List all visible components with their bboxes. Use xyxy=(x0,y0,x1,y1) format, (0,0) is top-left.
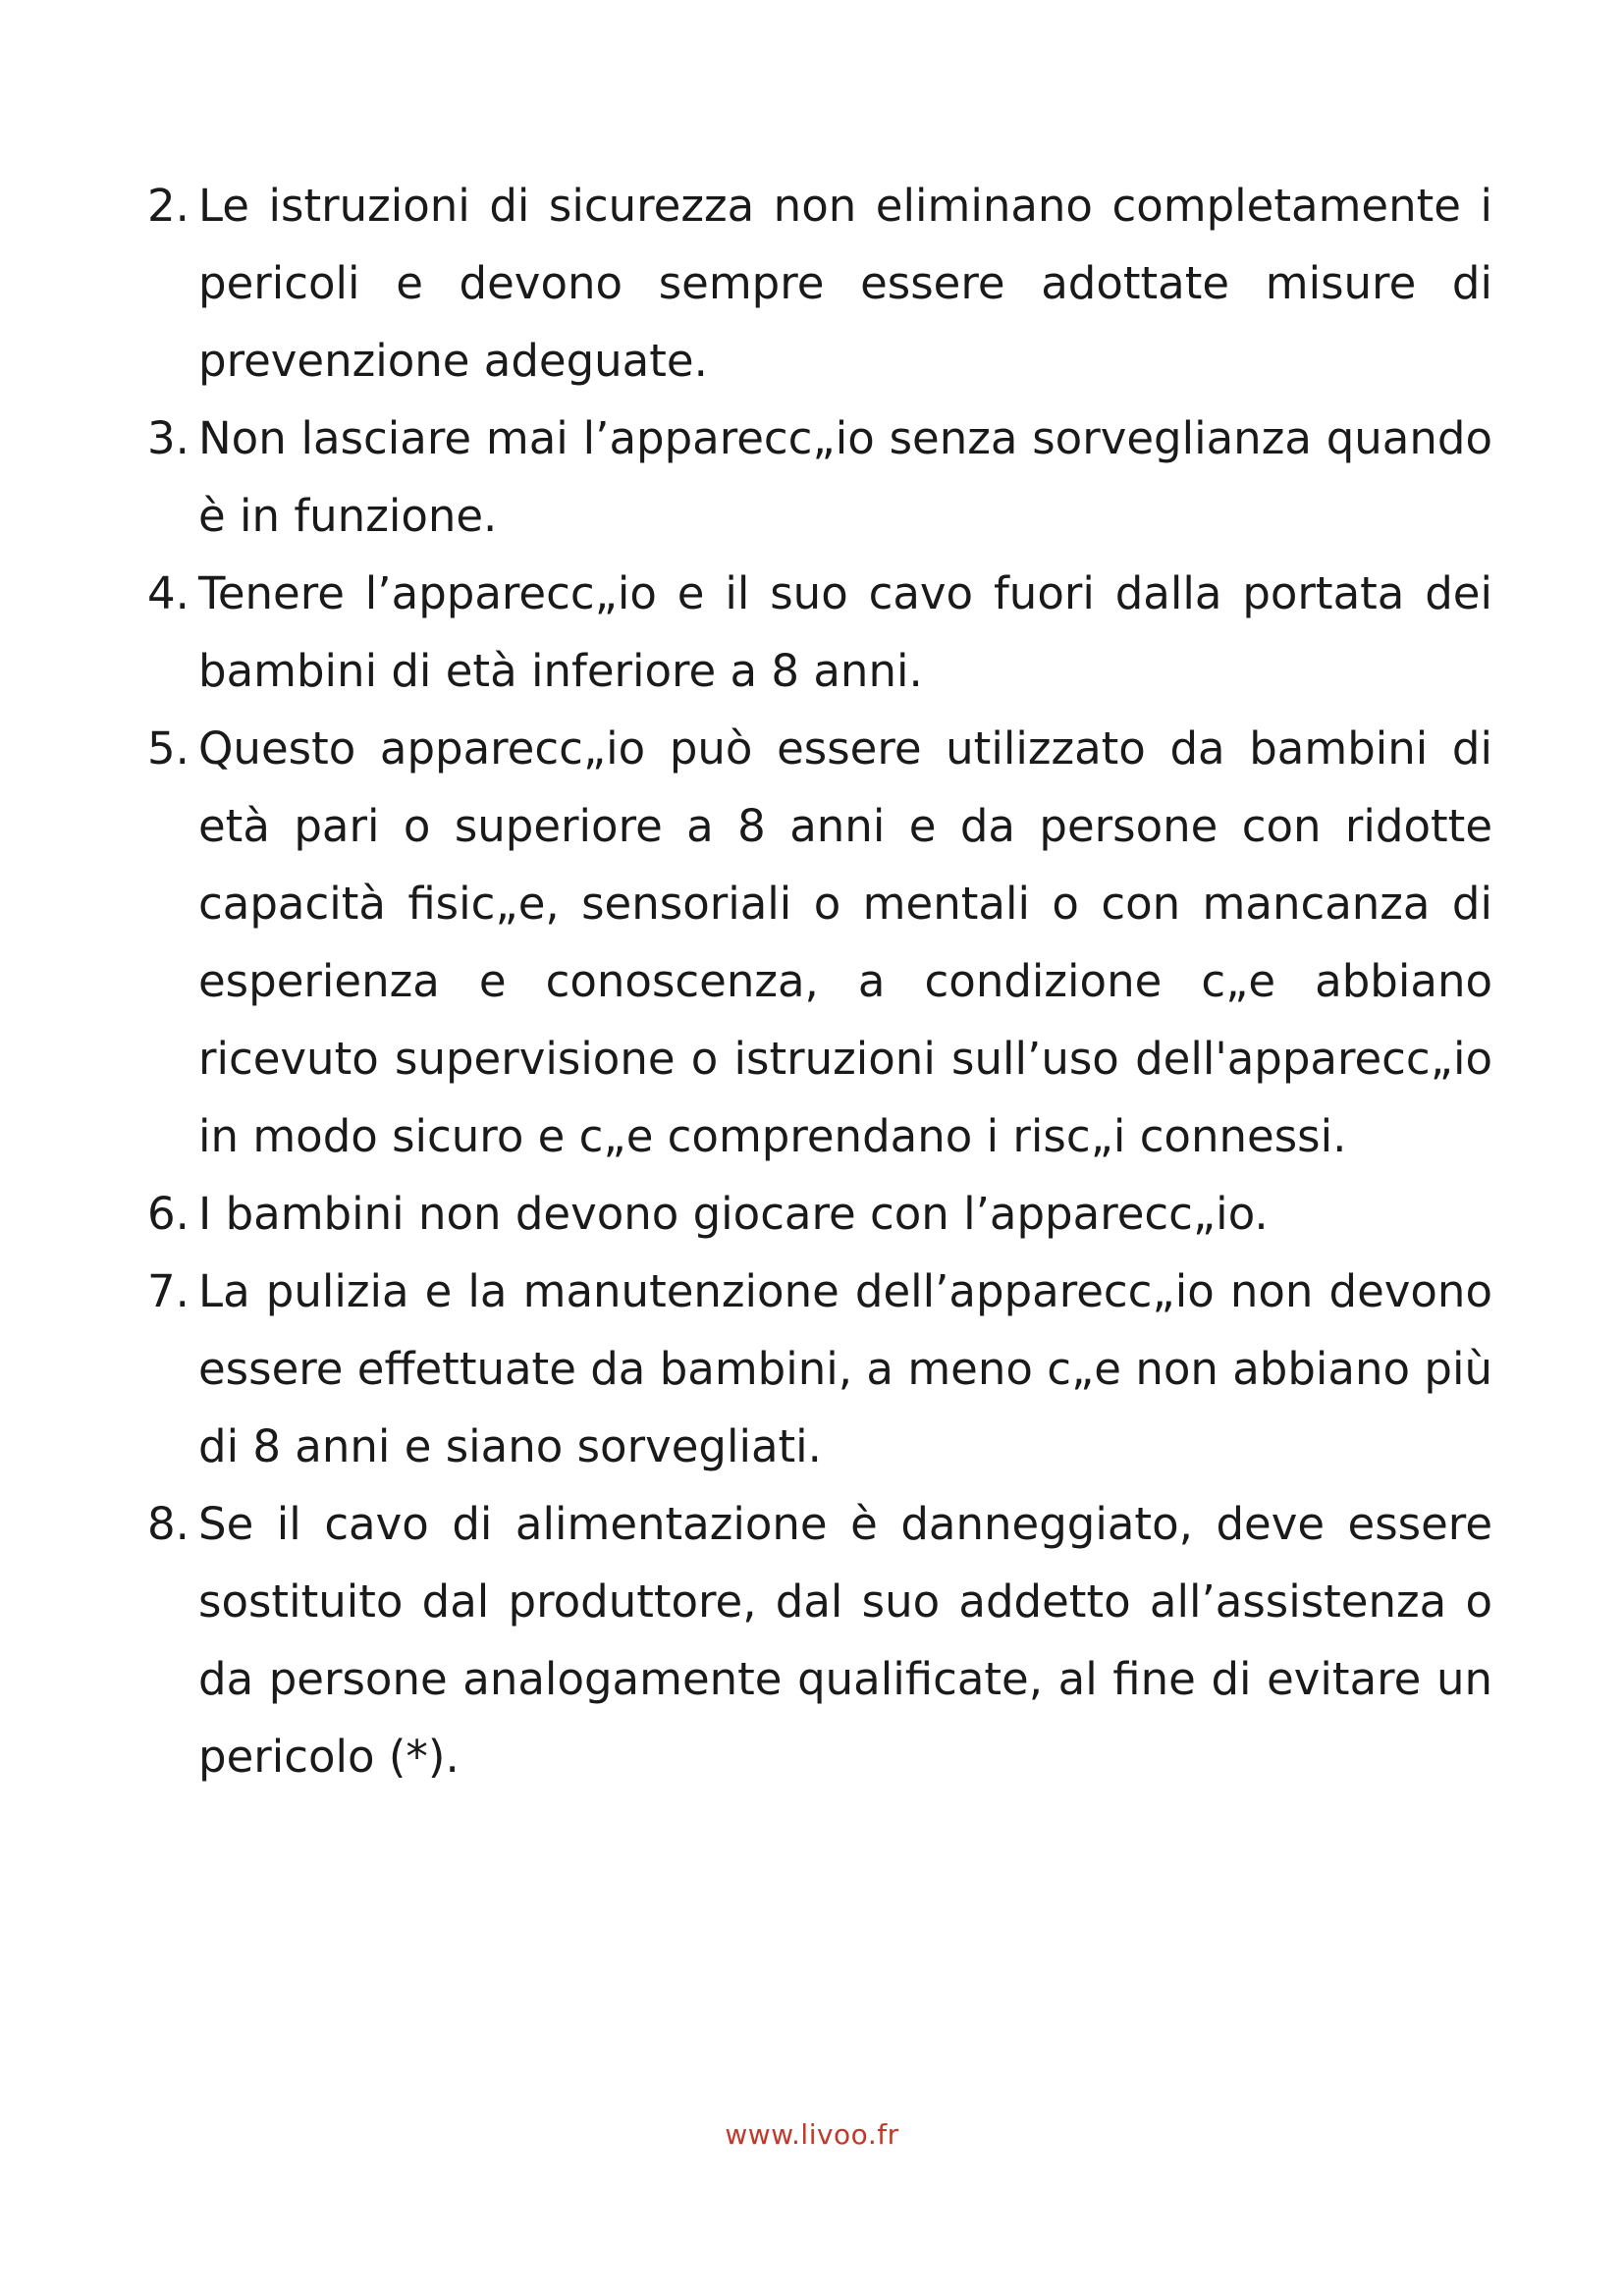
item-number: 6. xyxy=(147,1188,189,1240)
item-number: 5. xyxy=(147,722,189,774)
footer-website-link[interactable]: www.livoo.fr xyxy=(725,2118,899,2151)
item-text: Se il cavo di alimentazione è danneggiato, deve essere sostituito dal produttore, dal suo addetto all’assistenza o da persone analogamente qualificate, al fine di evitare un pericolo (*). xyxy=(198,1498,1492,1783)
item-text: Non lasciare mai l’apparecc„io senza sorveglianza quando è in funzione. xyxy=(198,412,1492,542)
list-item xyxy=(147,710,1492,1175)
item-number: 8. xyxy=(147,1498,189,1550)
item-number: 7. xyxy=(147,1265,189,1317)
list-item xyxy=(147,1175,1492,1253)
list-item xyxy=(147,400,1492,555)
item-number: 3. xyxy=(147,412,189,464)
item-text: Tenere l’apparecc„io e il suo cavo fuori dalla portata dei bambini di età inferiore a 8 anni. xyxy=(198,567,1492,697)
item-text: La pulizia e la manutenzione dell’apparecc„io non devono essere effettuate da bambini, a meno c„e non abbiano più di 8 anni e siano sorvegliati. xyxy=(198,1265,1492,1472)
list-item xyxy=(147,1253,1492,1485)
list-item xyxy=(147,555,1492,710)
item-text: I bambini non devono giocare con l’apparecc„io. xyxy=(198,1188,1269,1240)
item-text: Questo apparecc„io può essere utilizzato da bambini di età pari o superiore a 8 anni e da persone con ridotte capacità fisic„e, sensoriali o mentali o con mancanza di esperienza e conoscenza, a condizione c„e abbiano ricevuto supervisione o istruzioni sull’uso dell'apparecc„io in modo sicuro e c„e comprendano i risc„i connessi. xyxy=(198,722,1492,1162)
item-text: Le istruzioni di sicurezza non eliminano completamente i pericoli e devono sempre essere adottate misure di prevenzione adeguate. xyxy=(198,180,1492,387)
item-number: 4. xyxy=(147,567,189,619)
safety-instructions-list xyxy=(147,167,1492,1795)
list-item xyxy=(147,1485,1492,1795)
list-item xyxy=(147,167,1492,400)
item-number: 2. xyxy=(147,180,189,232)
